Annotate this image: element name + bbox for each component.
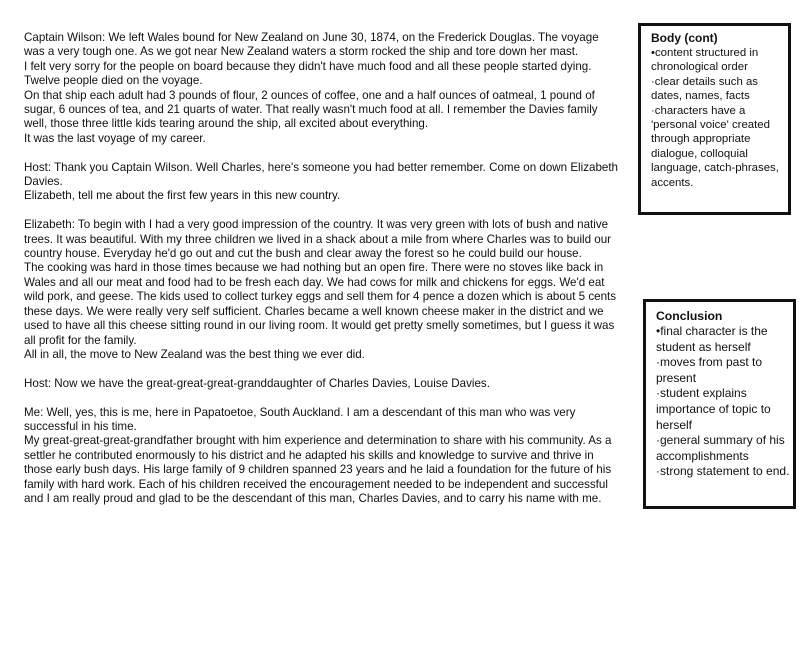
paragraph: I felt very sorry for the people on board because they didn't have much food and all these people started dying. Twelve people died on the voyage. [24, 59, 592, 88]
note-item: •final character is the student as herself [656, 324, 768, 354]
paragraph: Host: Thank you Captain Wilson. Well Charles, here's someone you had better remember. Come on down Elizabeth Davies. [24, 160, 619, 189]
paragraph: My great-great-great-grandfather brought with him experience and determination to share with his community. As a settler he contributed enormously to his district and he adapted his skills and knowledge to survive and thrive in those early bush days. His large family of 9 children spanned 23 years and he laid a foundation for the future of his family with hard work. Each of his children received the encouragement needed to be independent and successful and I am really proud and glad to be the descendant of this man, Charles Davies, and to carry his name with me. [24, 434, 612, 505]
conclusion-note-box [643, 299, 796, 509]
paragraph-gap [24, 146, 620, 160]
note-list [651, 46, 788, 190]
paragraph-gap [24, 204, 620, 218]
paragraph: Captain Wilson: We left Wales bound for New Zealand on June 30, 1874, on the Frederick Douglas. The voyage was a very tough one. As we got near New Zealand waters a storm rocked the ship and tore down her mast. [24, 31, 599, 59]
note-item: ·strong statement to end. [656, 464, 790, 479]
note-list [656, 324, 793, 480]
note-item: •content structured in chronological order [651, 47, 759, 74]
body-cont-note-box [638, 23, 791, 215]
paragraph: Me: Well, yes, this is me, here in Papatoetoe, South Auckland. I am a descendant of this man who was very successful in his time. [24, 405, 576, 433]
note-item: ·characters have a 'personal voice' created through appropriate dialogue, colloquial language, catch-phrases, accents. [651, 104, 779, 189]
script-text [24, 31, 620, 506]
paragraph: Elizabeth, tell me about the first few years in this new country. [24, 189, 341, 203]
note-item: ·general summary of his accomplishments [656, 433, 785, 463]
note-item: ·moves from past to present [656, 355, 763, 385]
paragraph: The cooking was hard in those times because we had nothing but an open fire. There were no stoves like back in Wales and all our meat and food had to be fresh each day. We had cows for milk and chickens for eggs. We'd eat wild pork, and geese. The kids used to collect turkey eggs and sell them for 4 pence a dozen which is about 5 cents these days. We were really very self sufficient. Charles became a well known cheese maker in the district and we used to have all this cheese sitting round in our living room. It would get pretty smelly sometimes, but I guess it was all profit for the family. [24, 261, 617, 347]
paragraph: It was the last voyage of my career. [24, 131, 206, 145]
paragraph-gap [24, 362, 620, 376]
paragraph: Host: Now we have the great-great-great-granddaughter of Charles Davies, Louise Davies. [24, 376, 490, 390]
paragraph-gap [24, 391, 620, 405]
paragraph: Elizabeth: To begin with I had a very good impression of the country. It was very green with lots of bush and native trees. It was beautiful. With my three children we lived in a shack about a mile from where Charles was to build our country house. Everyday he'd go out and cut the bush and clear away the forest so he could build our house. [24, 218, 612, 261]
note-title: Body (cont) [651, 31, 718, 45]
note-title: Conclusion [656, 309, 723, 323]
note-item: ·student explains importance of topic to herself [656, 386, 771, 432]
paragraph: On that ship each adult had 3 pounds of flour, 2 ounces of coffee, one and a half ounces of oatmeal, 1 pound of sugar, 6 ounces of tea, and 21 quarts of water. That really wasn't much food at all. I remember the Davies family well, those three little kids tearing around the ship, all excited about everything. [24, 88, 598, 131]
paragraph: All in all, the move to New Zealand was the best thing we ever did. [24, 347, 365, 361]
note-item: ·clear details such as dates, names, facts [651, 75, 758, 103]
